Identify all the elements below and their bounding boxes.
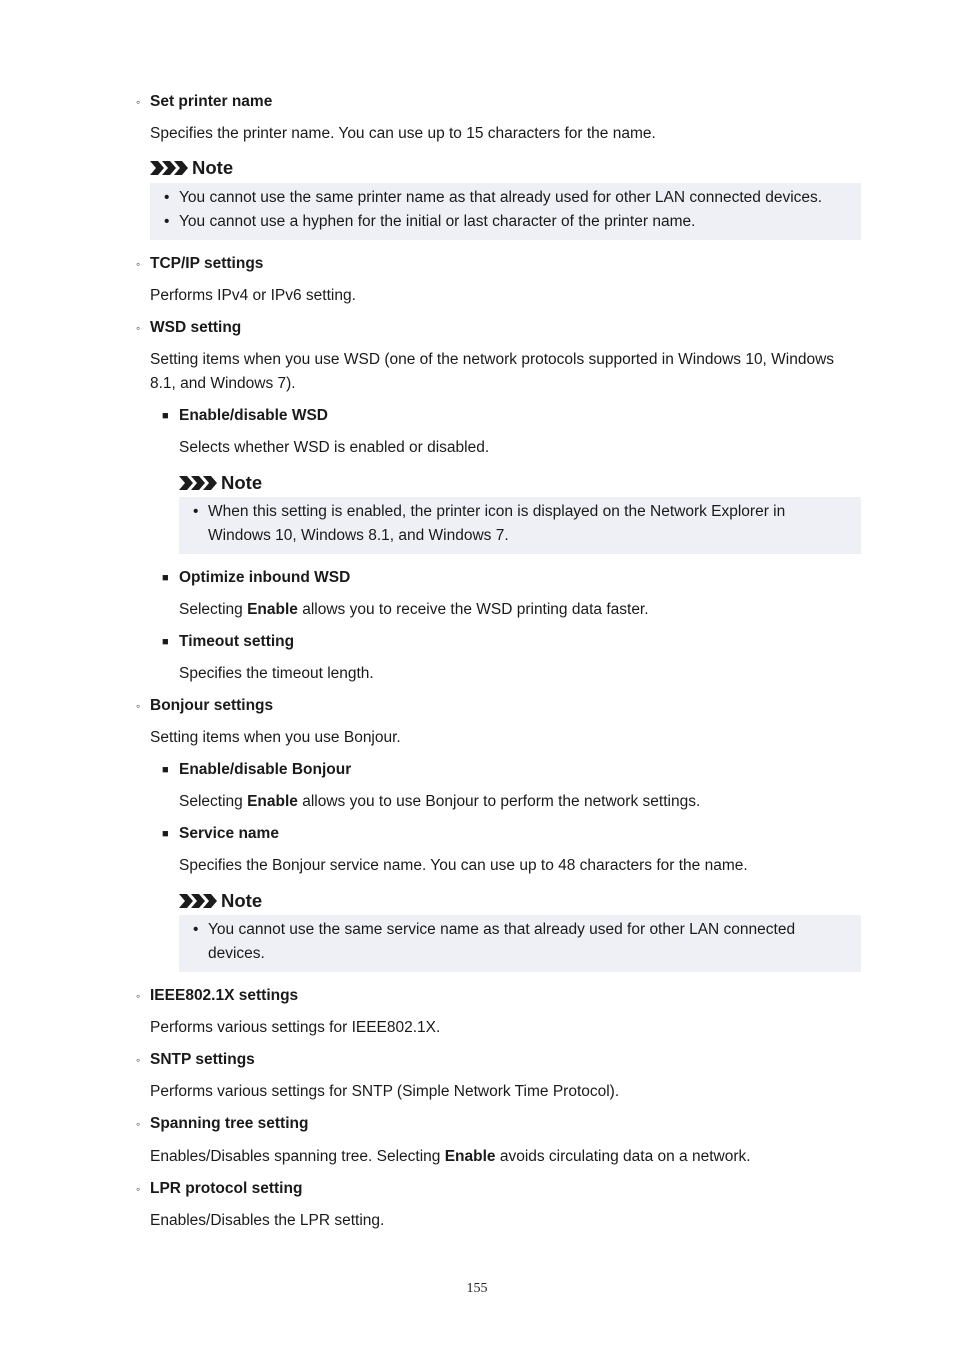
desc-text: allows you to receive the WSD printing data faster. xyxy=(297,601,649,618)
dot-bullet: • xyxy=(164,213,170,230)
subsection-desc-optimize-wsd xyxy=(179,598,862,622)
subsection-desc-timeout: Specifies the timeout length. xyxy=(179,665,374,682)
page-number: 155 xyxy=(466,1281,488,1296)
desc-text: allows you to use Bonjour to perform the network settings. xyxy=(297,793,701,810)
note-text: You cannot use a hyphen for the initial or last character of the printer name. xyxy=(179,213,696,230)
note-arrows-icon xyxy=(150,160,188,176)
section-title-wsd: WSD setting xyxy=(150,319,242,336)
subsection-desc-enable-bonjour xyxy=(179,790,862,814)
note-text: When this setting is enabled, the printer icon is displayed on the Network Explorer in Windows 10, Windows 8.1, and Windows 7. xyxy=(208,503,786,544)
note-arrows-icon xyxy=(179,475,217,491)
section-desc-bonjour: Setting items when you use Bonjour. xyxy=(150,729,401,746)
note-box xyxy=(179,497,861,554)
circle-bullet: ◦ xyxy=(136,989,141,1003)
circle-bullet: ◦ xyxy=(136,1053,141,1067)
subsection-title-enable-bonjour: Enable/disable Bonjour xyxy=(179,761,352,778)
dot-bullet: • xyxy=(193,503,199,520)
desc-bold-text: Enable xyxy=(247,793,298,810)
square-bullet: ■ xyxy=(162,572,169,584)
desc-bold-text: Enable xyxy=(247,601,298,618)
section-title-ieee: IEEE802.1X settings xyxy=(150,987,299,1004)
desc-text: avoids circulating data on a network. xyxy=(495,1148,751,1165)
subsection-title-timeout: Timeout setting xyxy=(179,633,295,650)
desc-text: Selecting xyxy=(179,793,248,810)
circle-bullet: ◦ xyxy=(136,1117,141,1131)
circle-bullet: ◦ xyxy=(136,1182,141,1196)
section-desc-printer-name: Specifies the printer name. You can use up to 15 characters for the name. xyxy=(150,125,656,142)
note-header xyxy=(150,157,233,179)
desc-bold-text: Enable xyxy=(444,1148,496,1165)
subsection-title-service-name: Service name xyxy=(179,825,279,842)
section-title-sntp: SNTP settings xyxy=(150,1051,255,1068)
circle-bullet: ◦ xyxy=(136,257,141,271)
square-bullet: ■ xyxy=(162,410,169,422)
circle-bullet: ◦ xyxy=(136,321,141,335)
subsection-desc-service-name: Specifies the Bonjour service name. You can use up to 48 characters for the name. xyxy=(179,857,748,874)
note-box xyxy=(179,915,861,972)
section-desc-lpr: Enables/Disables the LPR setting. xyxy=(150,1212,385,1229)
section-title-lpr: LPR protocol setting xyxy=(150,1180,303,1197)
note-text: You cannot use the same printer name as that already used for other LAN connected devices. xyxy=(179,189,823,206)
section-desc-sntp: Performs various settings for SNTP (Simple Network Time Protocol). xyxy=(150,1083,620,1100)
note-label: Note xyxy=(192,157,234,178)
note-item xyxy=(150,210,861,234)
section-desc-wsd: Setting items when you use WSD (one of the network protocols supported in Windows 10, Windows 8.1, and Windows 7). xyxy=(150,351,835,392)
note-label: Note xyxy=(221,890,263,911)
note-label: Note xyxy=(221,472,263,493)
subsection-title-optimize-wsd: Optimize inbound WSD xyxy=(179,569,351,586)
section-desc-tcpip: Performs IPv4 or IPv6 setting. xyxy=(150,287,356,304)
note-arrows-icon xyxy=(179,893,217,909)
section-title-bonjour: Bonjour settings xyxy=(150,697,274,714)
dot-bullet: • xyxy=(164,189,170,206)
section-desc-ieee: Performs various settings for IEEE802.1X. xyxy=(150,1019,441,1036)
note-item xyxy=(179,918,861,966)
section-title-printer-name: Set printer name xyxy=(150,93,273,110)
note-item xyxy=(179,500,861,548)
circle-bullet: ◦ xyxy=(136,95,141,109)
square-bullet: ■ xyxy=(162,828,169,840)
note-header xyxy=(179,472,262,494)
note-item xyxy=(150,186,861,210)
note-box xyxy=(150,183,861,240)
desc-text: Enables/Disables spanning tree. Selecting xyxy=(150,1148,445,1165)
subsection-desc-enable-wsd: Selects whether WSD is enabled or disabled. xyxy=(179,439,490,456)
section-title-tcpip: TCP/IP settings xyxy=(150,255,264,272)
subsection-title-enable-wsd: Enable/disable WSD xyxy=(179,407,329,424)
desc-text: Selecting xyxy=(179,601,248,618)
circle-bullet: ◦ xyxy=(136,699,141,713)
square-bullet: ■ xyxy=(162,764,169,776)
section-desc-spanning xyxy=(150,1145,862,1169)
note-header xyxy=(179,890,262,912)
note-text: You cannot use the same service name as that already used for other LAN connected devices. xyxy=(208,921,796,962)
dot-bullet: • xyxy=(193,921,199,938)
section-title-spanning: Spanning tree setting xyxy=(150,1115,309,1132)
square-bullet: ■ xyxy=(162,636,169,648)
